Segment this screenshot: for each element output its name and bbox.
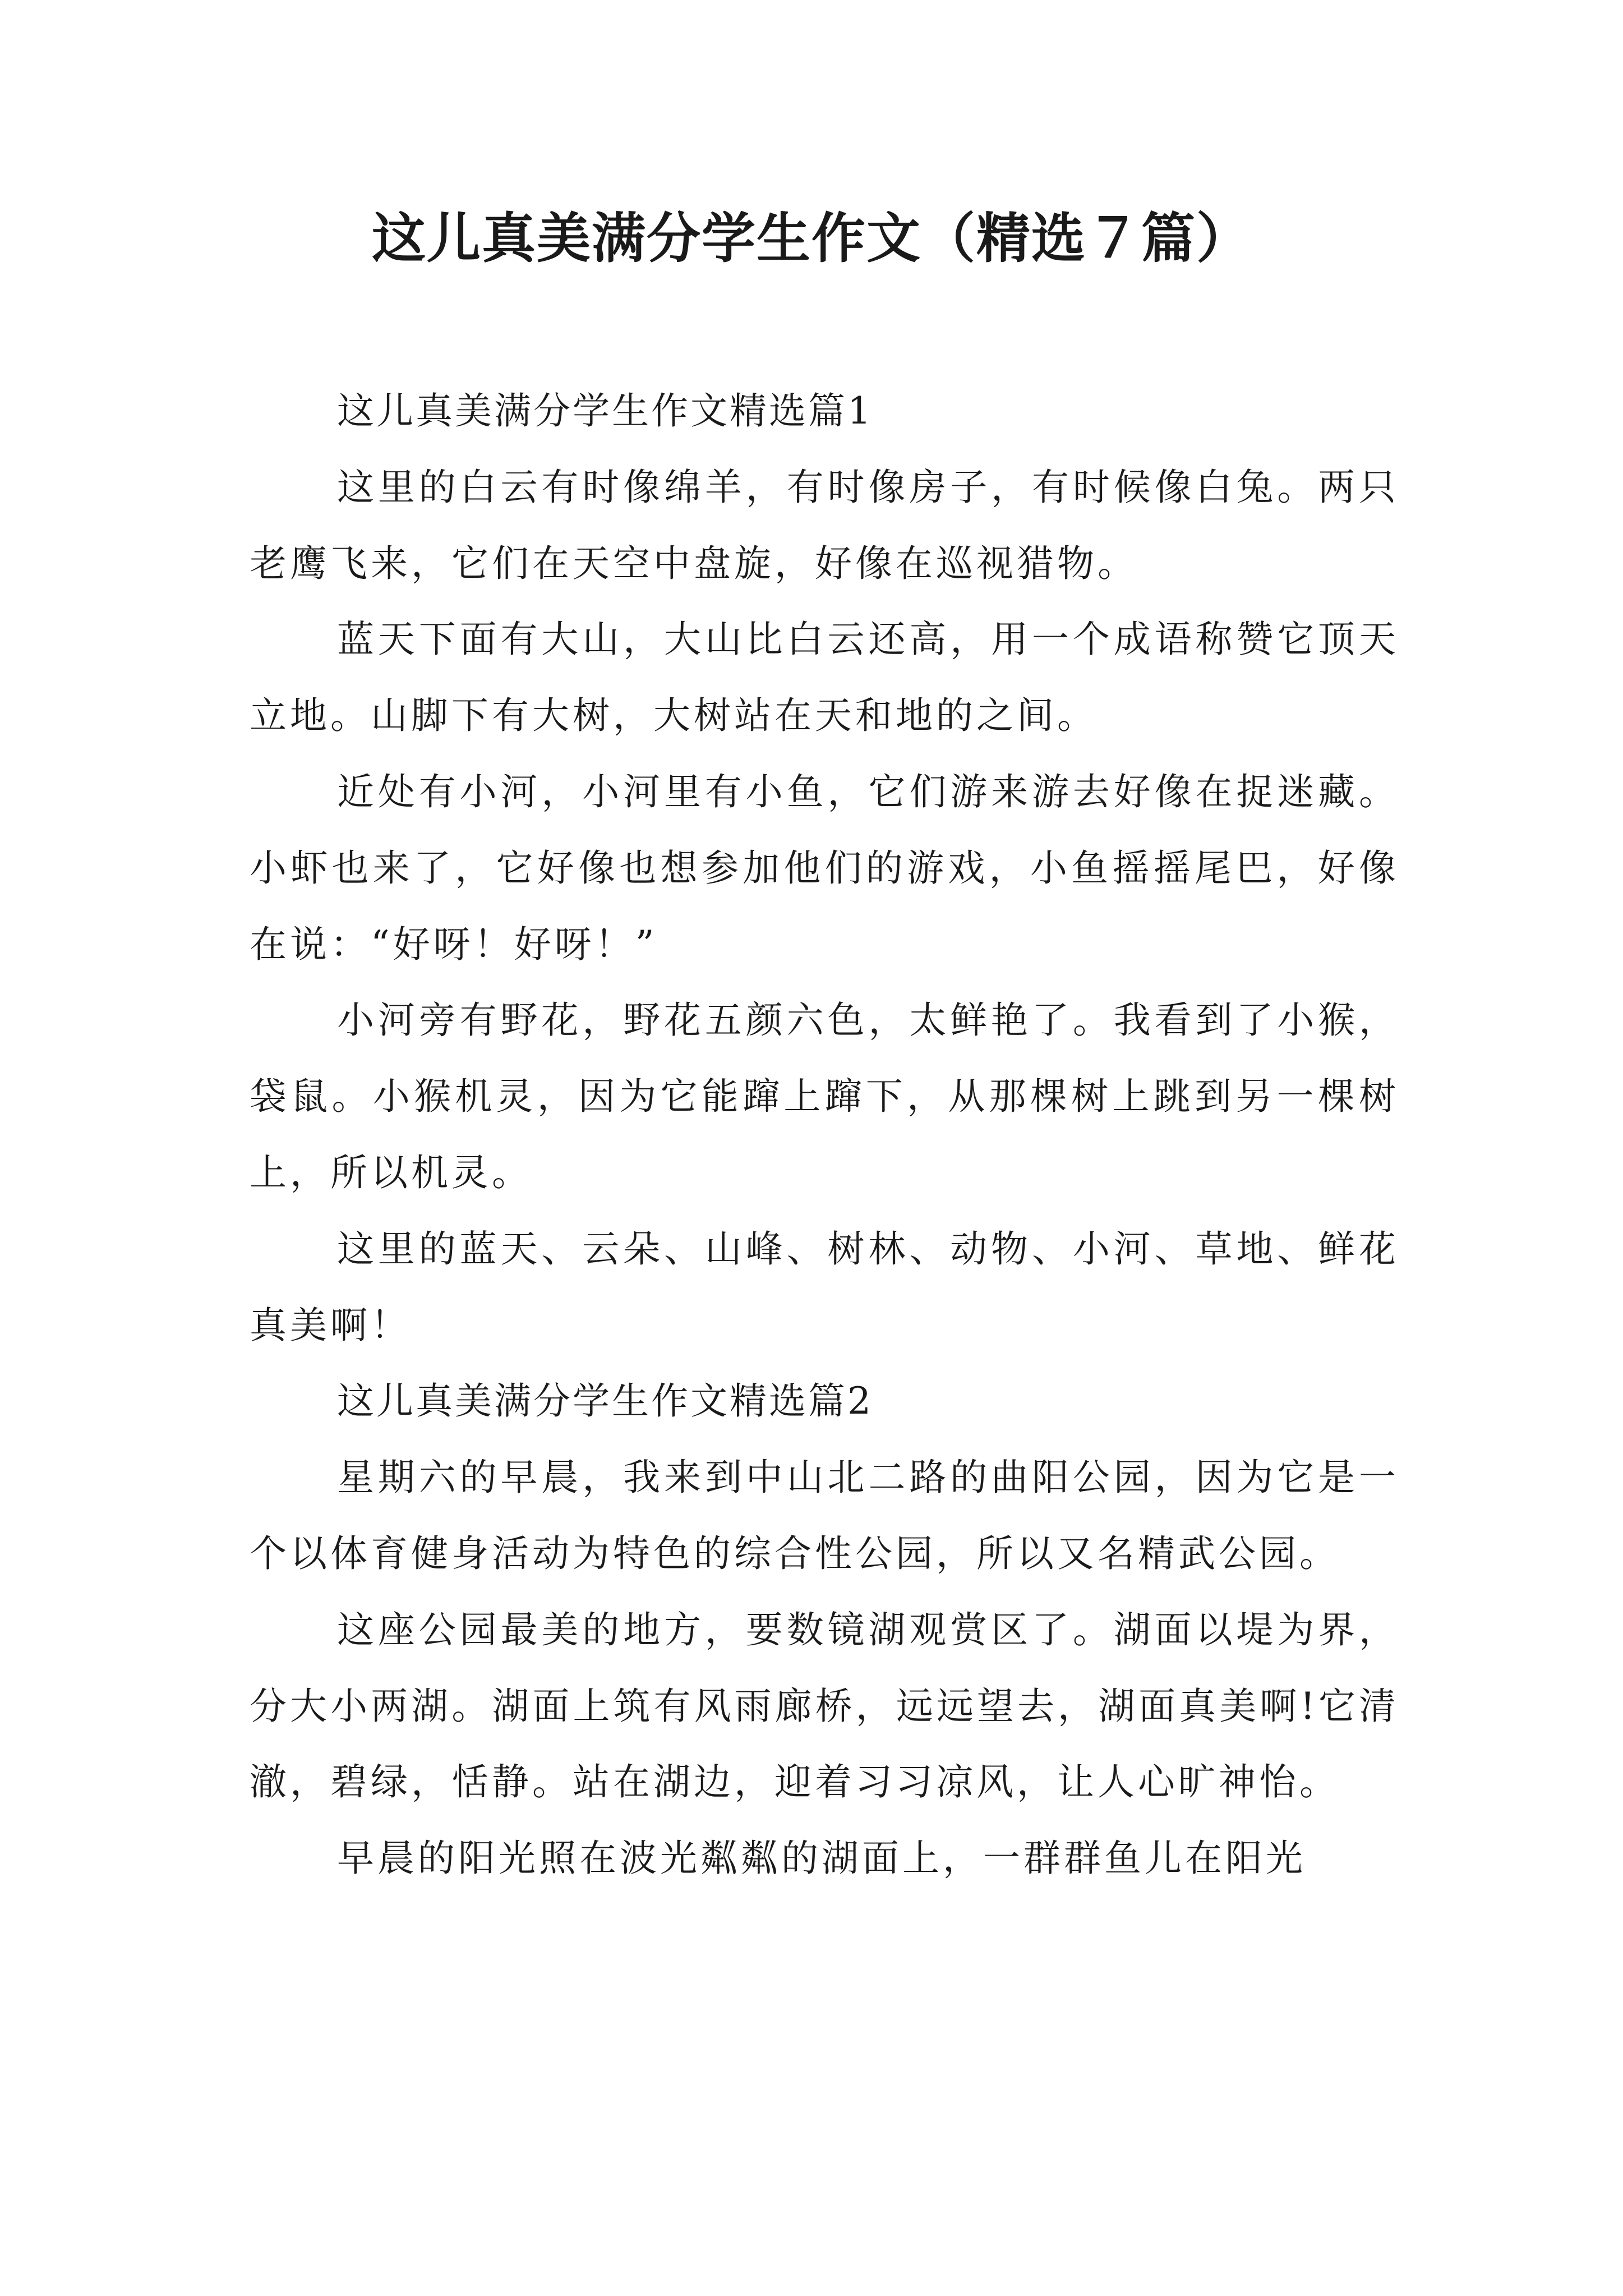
paragraph: 这里的白云有时像绵羊，有时像房子，有时候像白兔。两只老鹰飞来，它们在天空中盘旋，好像在巡视猎物。 — [250, 465, 1399, 585]
section-heading-1: 这儿真美满分学生作文精选篇1 — [337, 389, 873, 432]
document-body — [250, 373, 1399, 1897]
paragraph: 蓝天下面有大山，大山比白云还高，用一个成语称赞它顶天立地。山脚下有大树，大树站在天和地的之间。 — [250, 618, 1399, 738]
paragraph: 小河旁有野花，野花五颜六色，太鲜艳了。我看到了小猴，袋鼠。小猴机灵，因为它能蹿上蹿下，从那棵树上跳到另一棵树上，所以机灵。 — [250, 999, 1399, 1194]
paragraph: 这座公园最美的地方，要数镜湖观赏区了。湖面以堤为界，分大小两湖。湖面上筑有风雨廊桥，远远望去，湖面真美啊!它清澈，碧绿，恬静。站在湖边，迎着习习凉风，让人心旷神怡。 — [250, 1608, 1399, 1804]
paragraph: 这里的蓝天、云朵、山峰、树林、动物、小河、草地、鲜花真美啊！ — [250, 1227, 1399, 1347]
paragraph: 星期六的早晨，我来到中山北二路的曲阳公园，因为它是一个以体育健身活动为特色的综合性公园，所以又名精武公园。 — [250, 1456, 1399, 1575]
paragraph: 近处有小河，小河里有小鱼，它们游来游去好像在捉迷藏。小虾也来了，它好像也想参加他们的游戏，小鱼摇摇尾巴，好像在说：“好呀！好呀！” — [250, 770, 1399, 966]
section-heading-2: 这儿真美满分学生作文精选篇2 — [337, 1379, 873, 1423]
paragraph: 早晨的阳光照在波光粼粼的湖面上，一群群鱼儿在阳光 — [337, 1837, 1306, 1880]
document-title: 这儿真美满分学生作文（精选７篇） — [372, 207, 1251, 270]
